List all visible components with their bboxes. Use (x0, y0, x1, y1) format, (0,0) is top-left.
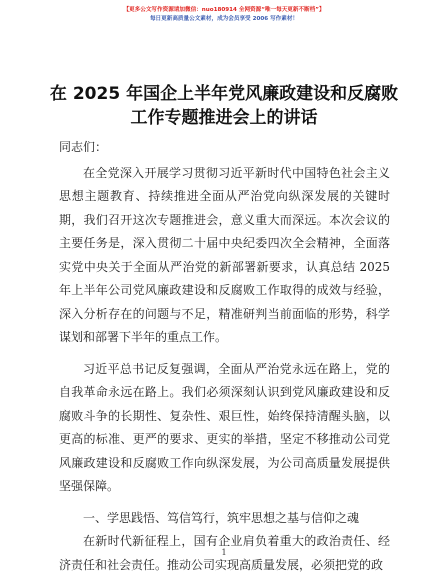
greeting: 同志们： (59, 140, 108, 154)
promo-line-1: 【更多公文写作资源请加微信：nuo180914 全网资源“唯一每天更新不断档”】 (123, 7, 325, 13)
document-body (59, 136, 390, 577)
promo-line-2: 每日更新高质量公文素材，成为会员享受 2006 写作素材！ (149, 16, 299, 22)
promo-banner (0, 6, 448, 24)
paragraph-1: 在全党深入开展学习贯彻习近平新时代中国特色社会主义思想主题教育、持续推进全面从严治党向纵深发展的关键时期，我们召开这次专题推进会，意义重大而深远。本次会议的主要任务是，深入贯彻二十届中央纪委四次全会精神，全面落实党中央关于全面从严治党的新部署新要求，认真总结 2025 年上半年公司党风廉政建设和反腐败工作取得的成效与经验，深入分析存在的问题与不足，精准研判当前面临的形势，科学谋划和部署下半年的重点工作。 (59, 165, 390, 344)
paragraph-2: 习近平总书记反复强调，全面从严治党永远在路上，党的自我革命永远在路上。我们必须深刻认识到党风廉政建设和反腐败斗争的长期性、复杂性、艰巨性，始终保持清醒头脑，以更高的标准、更严的要求、更实的举措，坚定不移推动公司党风廉政建设和反腐败工作向纵深发展，为公司高质量发展提供坚强保障。 (59, 361, 390, 493)
document-title: 在 2025 年国企上半年党风廉政建设和反腐败工作专题推进会上的讲话 (49, 84, 399, 128)
paragraph-3: 在新时代新征程上，国有企业肩负着重大的政治责任、经济责任和社会责任。推动公司实现高质量发展，必须把党的政 (59, 534, 390, 572)
section-heading: 一、学思践悟、笃信笃行，筑牢思想之基与信仰之魂 (83, 510, 360, 525)
page-number: 1 (221, 548, 227, 557)
